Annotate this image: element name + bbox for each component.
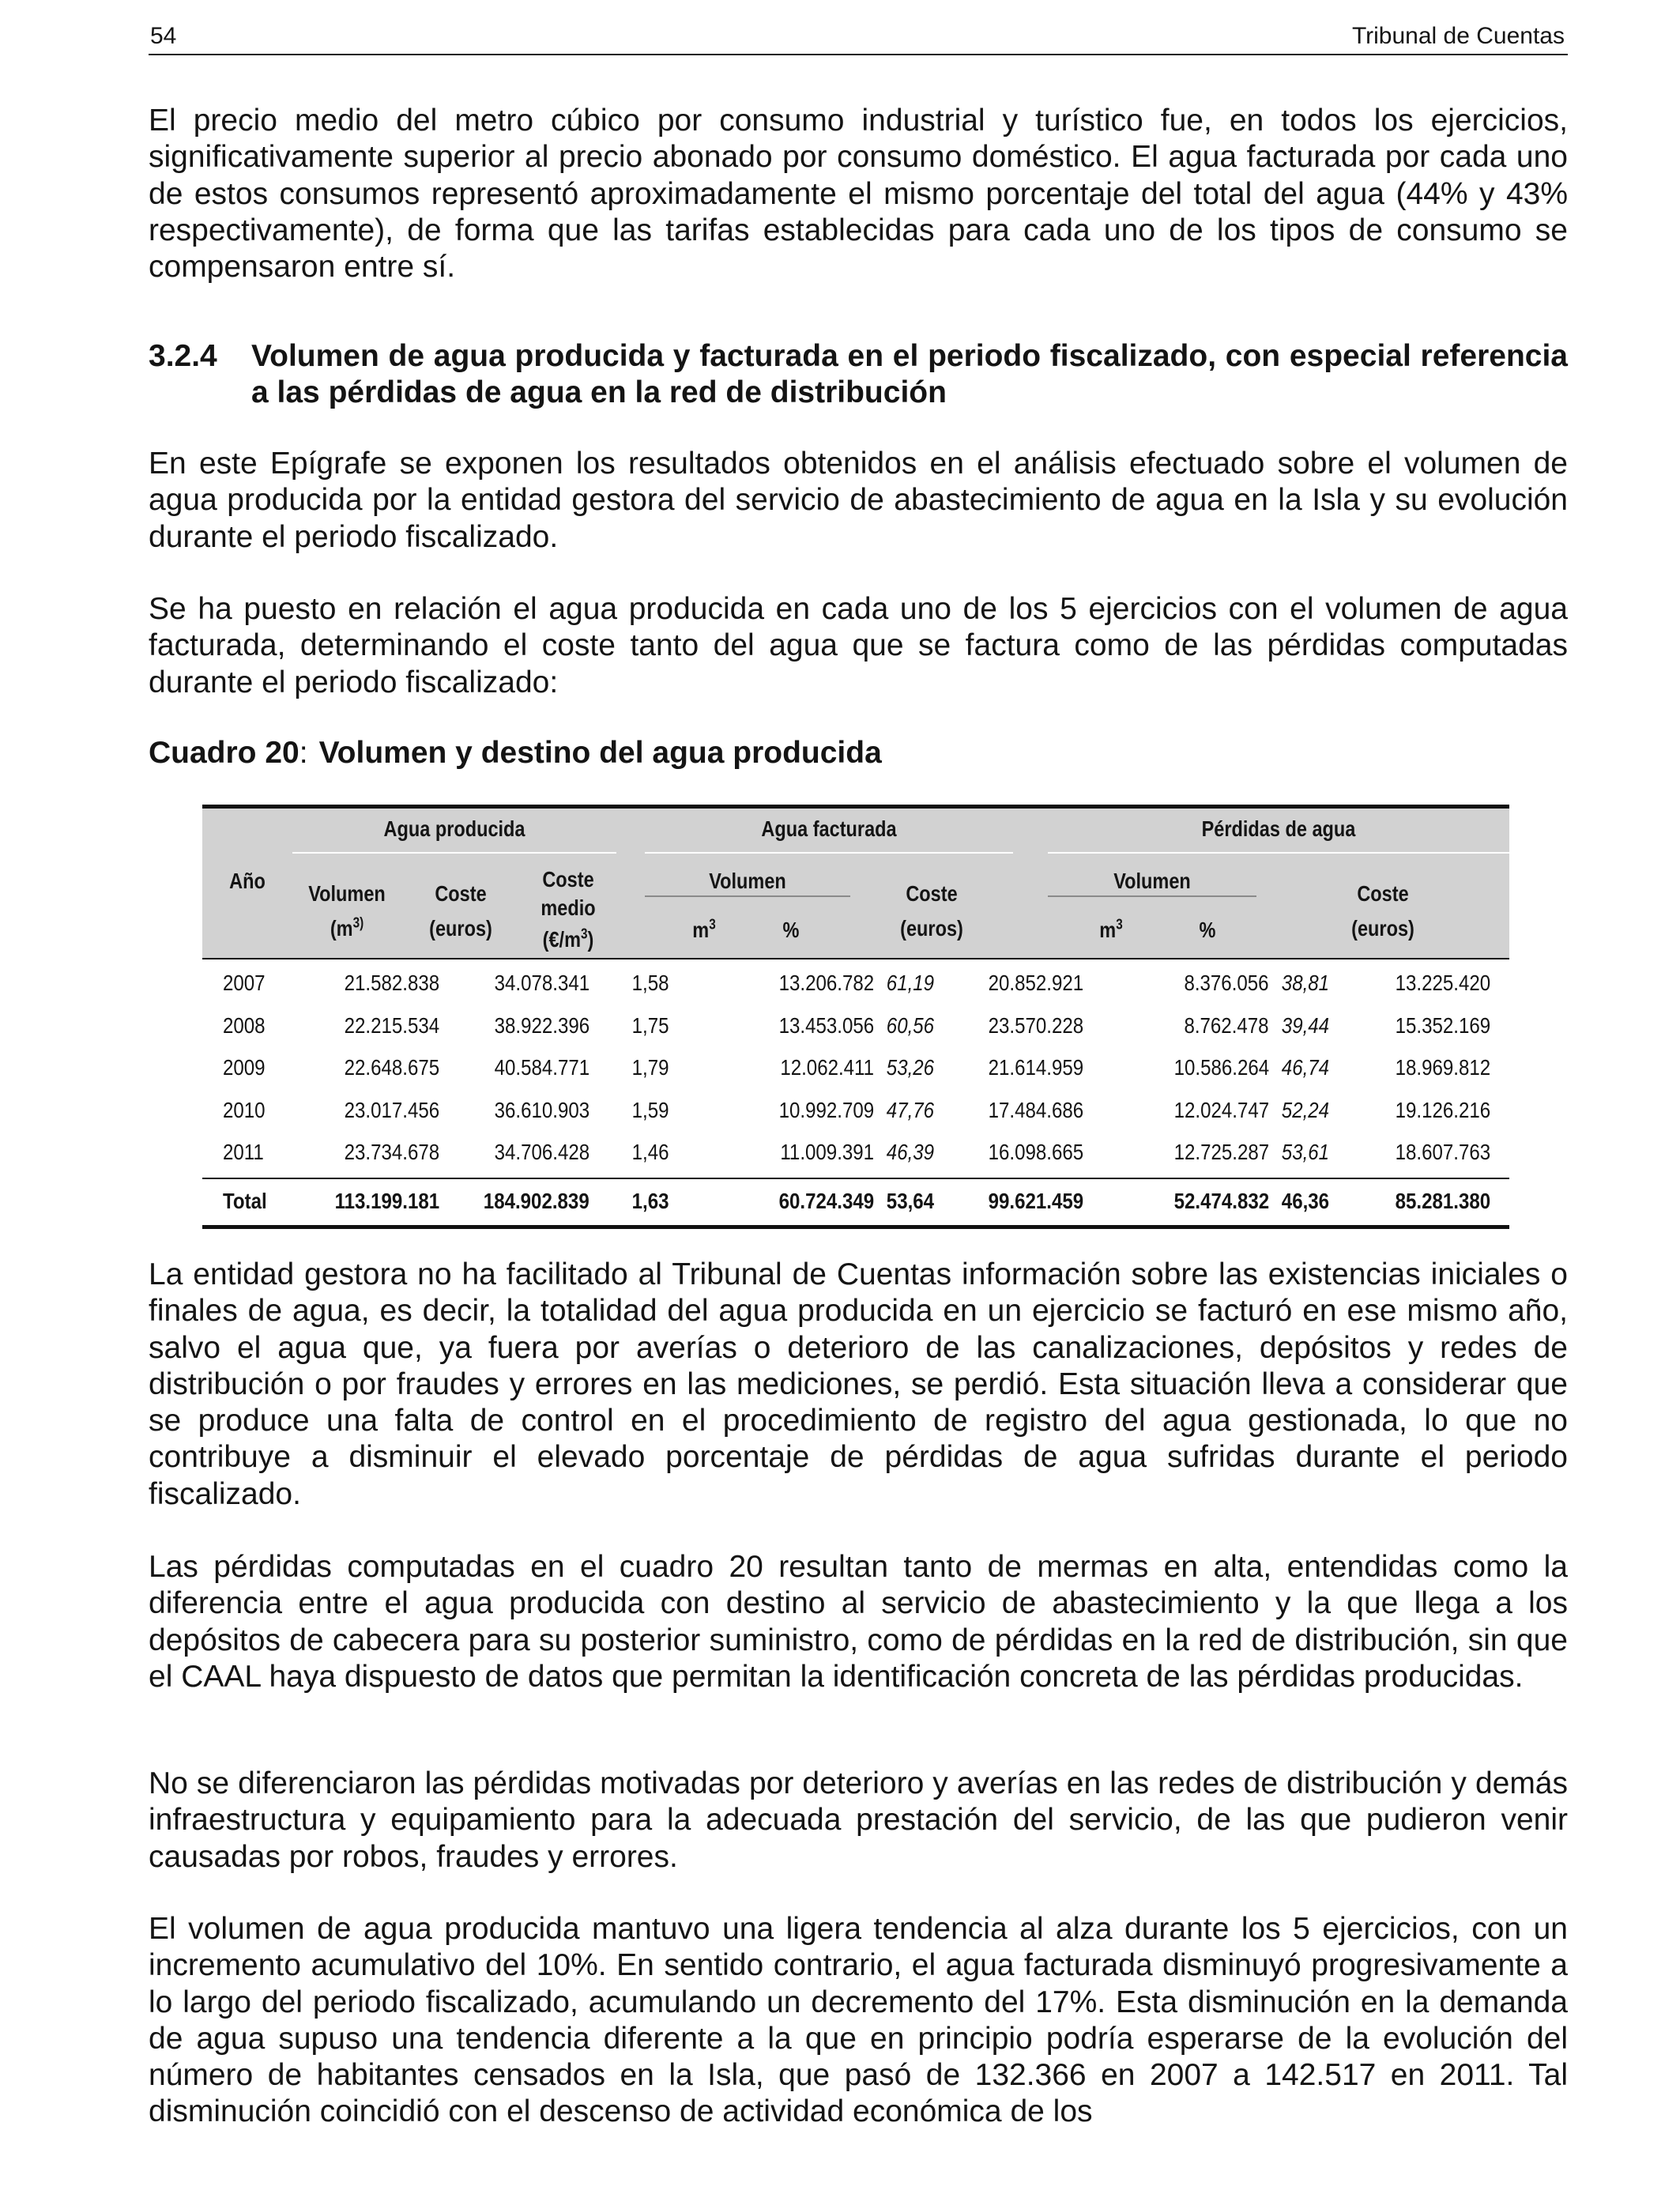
header-group-billed: Agua facturada [761, 816, 897, 841]
cell-loss-pct: 53,61 [1281, 1140, 1329, 1164]
cell-loss-vol: 10.586.264 [1173, 1055, 1269, 1080]
header-prod-volume-unit: ($m^{3)}$ [330, 914, 364, 941]
paragraph-stocks: La entidad gestora no ha facilitado al Tribunal de Cuentas información sobre las existencias iniciales o finales de agua, es decir, la totalidad del agua producida en un ejercicio se facturó en ese mismo año, salvo el agua que, ya fuera por averías o deterioro de las canalizaciones, depósitos y redes de distribución o por fraudes y errores en las mediciones, se perdió. Esta situación lleva a considerar que se produce una falta de control en el procedimiento de registro del agua gestionada, lo que no contribuye a disminuir el elevado porcentaje de pérdidas de agua sufridas durante el periodo fiscalizado. [149, 1257, 1568, 1511]
table-bottom-rule [202, 1225, 1509, 1229]
table-total-row [202, 1181, 1509, 1222]
cell-bill-pct: 47,76 [886, 1098, 934, 1122]
cell-loss-vol: 8.376.056 [1184, 971, 1269, 995]
cell-prod-cost: 40.584.771 [494, 1055, 590, 1080]
header-year: Año [229, 869, 266, 893]
cell-bill-cost: 21.614.959 [988, 1055, 1083, 1080]
cell-avg: 1,79 [631, 1055, 669, 1080]
cell-prod-vol: 21.582.838 [344, 971, 439, 995]
cell-bill-vol: 60.724.349 [778, 1189, 874, 1213]
header-loss-m3: $m^3$ [1099, 916, 1123, 942]
table-row [202, 1047, 1509, 1088]
header-prod-volume: Volumen [308, 881, 386, 906]
section-title: Volumen de agua producida y facturada en el periodo fiscalizado, con especial referencia a las pérdidas de agua en la red de distribución [251, 339, 1568, 409]
header-billed-cost-unit: (euros) [900, 916, 963, 941]
header-group-losses: Pérdidas de agua [1201, 816, 1356, 841]
cell-bill-vol: 10.992.709 [778, 1098, 874, 1122]
paragraph-volume-trend: El volumen de agua producida mantuvo una ligera tendencia al alza durante los 5 ejercicios, con un incremento acumulativo del 10%. En sentido contrario, el agua facturada disminuyó progresivamente a lo largo del periodo fiscalizado, acumulando un decremento del 17%. Esta disminución en la demanda de agua supuso una tendencia diferente a la que en principio podría esperarse de la evolución del número de habitantes censados en la Isla, que pasó de 132.366 en 2007 a 142.517 en 2011. Tal disminución coincidió con el descenso de actividad económica de los [149, 1912, 1568, 2129]
cell-prod-vol: 113.199.181 [334, 1189, 439, 1213]
table-row [202, 1090, 1509, 1131]
cell-loss-cost: 85.281.380 [1395, 1189, 1490, 1213]
cell-prod-vol: 22.648.675 [344, 1055, 439, 1080]
cell-loss-pct: 52,24 [1281, 1098, 1329, 1122]
cell-year: 2009 [223, 1055, 266, 1080]
cell-loss-cost: 18.607.763 [1395, 1140, 1490, 1164]
cell-avg: 1,75 [631, 1013, 669, 1038]
table-caption-label: Cuadro 20 [149, 736, 299, 770]
cell-bill-vol: 11.009.391 [780, 1140, 874, 1164]
total-rule [202, 1178, 1509, 1179]
cell-loss-cost: 19.126.216 [1395, 1098, 1490, 1122]
table-row [202, 1005, 1509, 1046]
cell-bill-pct: 53,64 [886, 1189, 934, 1213]
table-header [202, 805, 1509, 959]
cell-loss-pct: 46,36 [1281, 1189, 1329, 1213]
paragraph-price-comparison: El precio medio del metro cúbico por consumo industrial y turístico fue, en todos los ejercicios, significativamente superior al precio abonado por consumo doméstico. El agua facturada por cada uno de estos consumos representó aproximadamente el mismo porcentaje del total del agua (44% y 43% respectivamente), de forma que las tarifas establecidas para cada uno de los tipos de consumo se compensaron entre sí. [149, 104, 1568, 285]
table-caption-colon: : [299, 736, 308, 770]
table-caption-title: Volumen y destino del agua producida [318, 736, 882, 770]
header-loss-volume: Volumen [1113, 869, 1191, 893]
header-billed-volume: Volumen [709, 869, 786, 893]
cell-prod-cost: 34.078.341 [494, 971, 590, 995]
cell-year: 2010 [223, 1098, 266, 1122]
cell-year: 2007 [223, 971, 266, 995]
header-billed-pct: % [782, 918, 800, 942]
cell-bill-vol: 13.206.782 [778, 971, 874, 995]
header-billed-cost: Coste [906, 881, 958, 906]
cell-avg: 1,58 [631, 971, 669, 995]
cell-avg: 1,46 [631, 1140, 669, 1164]
cell-bill-pct: 61,19 [886, 971, 934, 995]
cell-loss-cost: 13.225.420 [1395, 971, 1490, 995]
paragraph-losses: Las pérdidas computadas en el cuadro 20 resultan tanto de mermas en alta, entendidas como la diferencia entre el agua producida con destino al servicio de abastecimiento y la que llega a los depósitos de cabecera para su posterior suministro, como de pérdidas en la red de distribución, sin que el CAAL haya dispuesto de datos que permitan la identificación concreta de las pérdidas producidas. [149, 1550, 1568, 1694]
paragraph-differentiation: No se diferenciaron las pérdidas motivadas por deterioro y averías en las redes de distribución y demás infraestructura y equipamiento para la adecuada prestación del servicio, de las que pudieron venir causadas por robos, fraudes y errores. [149, 1766, 1568, 1874]
section-number: 3.2.4 [149, 339, 217, 373]
cell-year: 2008 [223, 1013, 266, 1038]
cell-prod-cost: 184.902.839 [484, 1189, 590, 1213]
cell-prod-vol: 22.215.534 [344, 1013, 439, 1038]
cell-prod-cost: 34.706.428 [494, 1140, 590, 1164]
header-billed-m3: $m^3$ [692, 916, 716, 942]
table-row [202, 1132, 1509, 1173]
header-avg-cost-unit: $(€/m^3)$ [542, 925, 594, 952]
header-loss-pct: % [1199, 918, 1216, 942]
header-avg-cost-1: Coste [542, 867, 594, 892]
cell-loss-pct: 39,44 [1281, 1013, 1329, 1038]
cell-bill-cost: 23.570.228 [988, 1013, 1083, 1038]
cell-prod-vol: 23.017.456 [344, 1098, 439, 1122]
cell-loss-pct: 38,81 [1281, 971, 1329, 995]
cell-year: 2011 [223, 1140, 264, 1164]
header-prod-cost: Coste [435, 881, 487, 906]
cell-avg: 1,59 [631, 1098, 669, 1122]
cell-bill-cost: 99.621.459 [988, 1189, 1083, 1213]
cell-loss-cost: 18.969.812 [1395, 1055, 1490, 1080]
cell-prod-cost: 38.922.396 [494, 1013, 590, 1038]
table-caption [149, 735, 882, 771]
cell-loss-vol: 12.024.747 [1173, 1098, 1269, 1122]
header-group-produced: Agua producida [383, 816, 525, 841]
cell-bill-cost: 16.098.665 [988, 1140, 1083, 1164]
cell-year: Total [223, 1189, 267, 1213]
cell-loss-vol: 8.762.478 [1184, 1013, 1269, 1038]
header-avg-cost-2: medio [541, 895, 596, 920]
cell-bill-cost: 17.484.686 [988, 1098, 1083, 1122]
header-prod-cost-unit: (euros) [429, 916, 492, 941]
cell-bill-pct: 46,39 [886, 1140, 934, 1164]
header-loss-cost-unit: (euros) [1351, 916, 1414, 941]
header-loss-cost: Coste [1357, 881, 1409, 906]
cell-bill-pct: 60,56 [886, 1013, 934, 1038]
cell-loss-cost: 15.352.169 [1395, 1013, 1490, 1038]
page-number: 54 [150, 23, 177, 49]
cell-loss-vol: 12.725.287 [1173, 1140, 1269, 1164]
paragraph-relation: Se ha puesto en relación el agua producida en cada uno de los 5 ejercicios con el volumen de agua facturada, determinando el coste tanto del agua que se factura como de las pérdidas computadas durante el periodo fiscalizado: [149, 592, 1568, 699]
cell-bill-vol: 13.453.056 [778, 1013, 874, 1038]
table-row [202, 963, 1509, 1004]
cell-loss-vol: 52.474.832 [1173, 1189, 1269, 1213]
cell-bill-vol: 12.062.411 [780, 1055, 874, 1080]
page-header [149, 19, 1568, 55]
document-title: Tribunal de Cuentas [1351, 23, 1565, 49]
cell-avg: 1,63 [631, 1189, 669, 1213]
cell-loss-pct: 46,74 [1281, 1055, 1329, 1080]
cell-bill-pct: 53,26 [886, 1055, 934, 1080]
cell-bill-cost: 20.852.921 [988, 971, 1083, 995]
cell-prod-vol: 23.734.678 [344, 1140, 439, 1164]
paragraph-intro: En este Epígrafe se exponen los resultados obtenidos en el análisis efectuado sobre el volumen de agua producida por la entidad gestora del servicio de abastecimiento de agua en la Isla y su evolución durante el periodo fiscalizado. [149, 447, 1568, 554]
cell-prod-cost: 36.610.903 [494, 1098, 590, 1122]
